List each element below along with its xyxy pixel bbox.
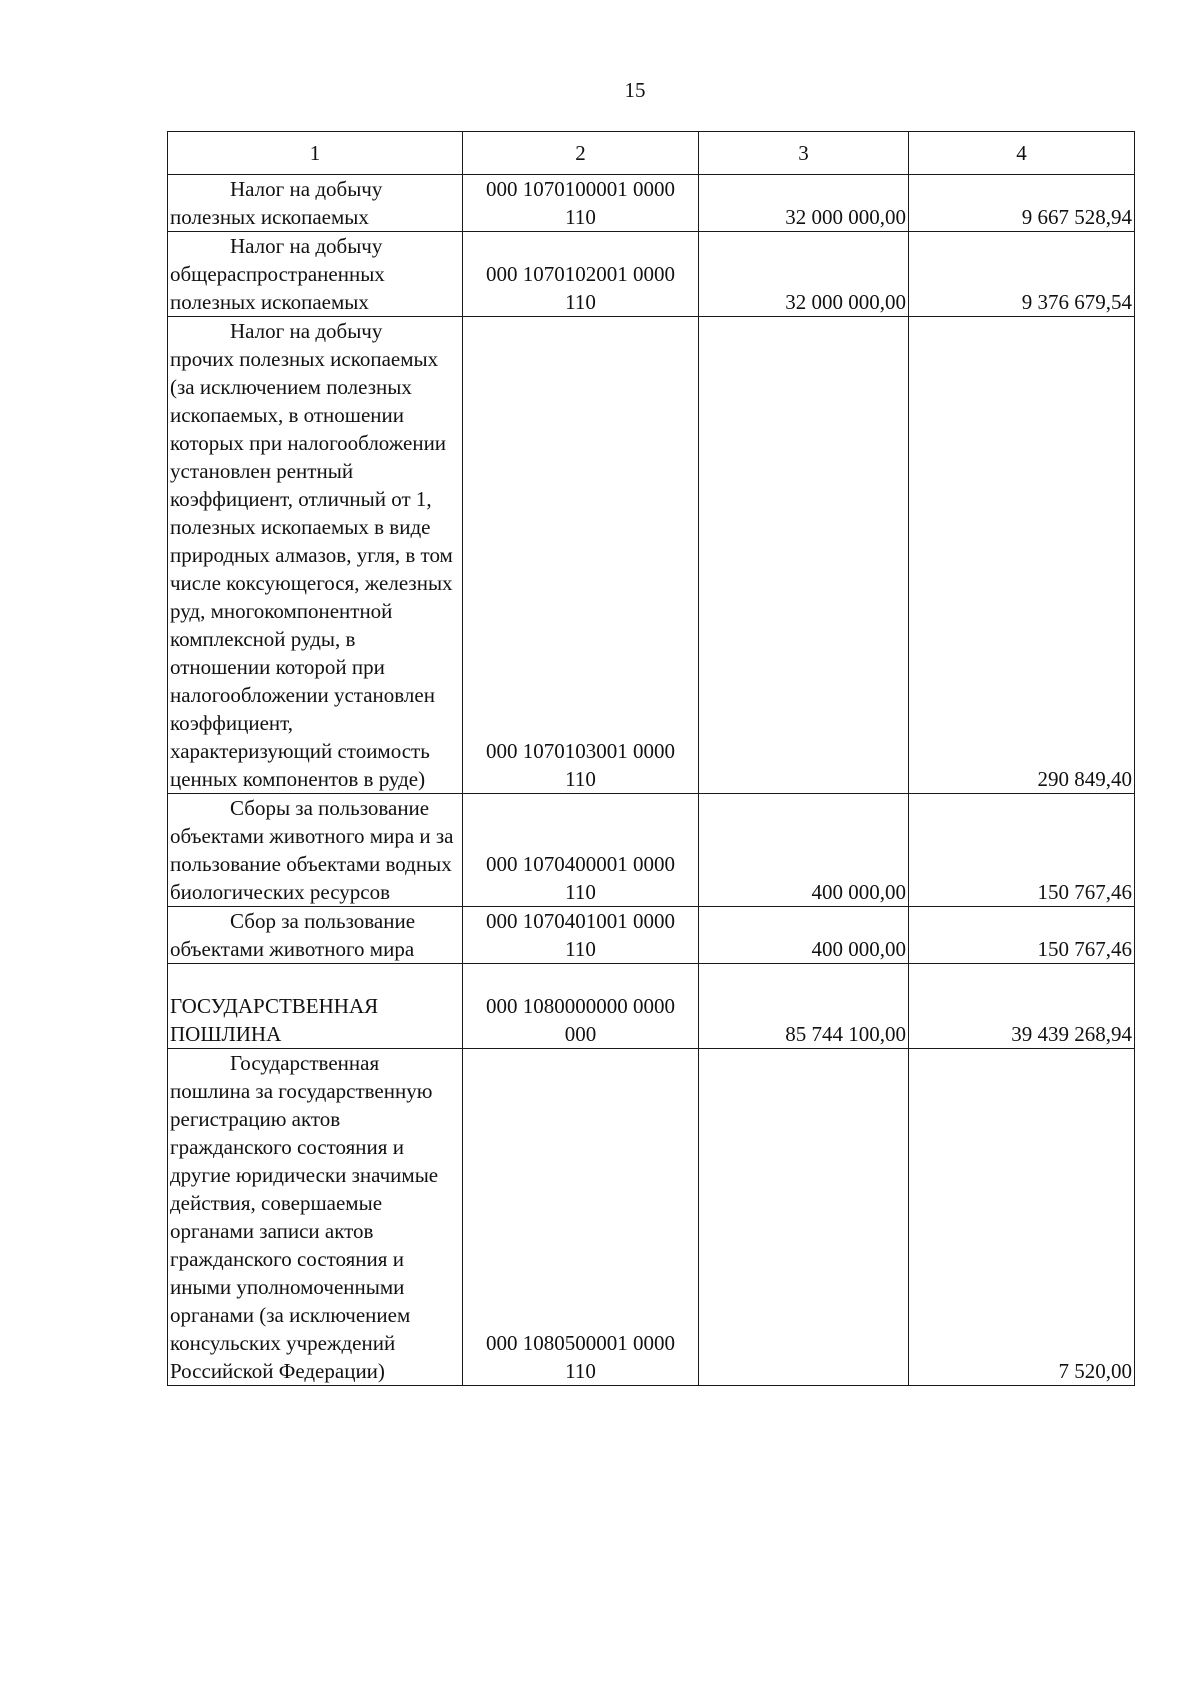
row-name-first-line: Сборы за пользование [230,796,430,820]
row-fact-value: 150 767,46 [909,907,1135,964]
row-code-line1: 000 1070100001 0000 [486,177,675,201]
row-code-line1: 000 1070102001 0000 [486,262,675,286]
row-plan-value: 32 000 000,00 [699,232,909,317]
table-row [168,232,1135,317]
row-name-cell [168,794,463,907]
row-plan-value: 85 744 100,00 [699,964,909,1049]
row-plan-value: 400 000,00 [699,907,909,964]
row-name-first-line: Налог на добычу [230,234,383,258]
row-code-cell [463,1049,699,1386]
row-fact-value: 9 667 528,94 [909,175,1135,232]
row-code-line2: 110 [565,290,596,314]
table-row [168,175,1135,232]
row-code-line2: 110 [565,937,596,961]
row-name-first-line [170,964,460,992]
row-code-line1: 000 1070401001 0000 [486,909,675,933]
row-fact-value: 39 439 268,94 [909,964,1135,1049]
row-name-first-line: Налог на добычу [230,319,383,343]
row-name-first-line: Сбор за пользование [230,909,416,933]
row-name-cell [168,175,463,232]
row-name-cell [168,964,463,1049]
row-name-cell [168,232,463,317]
column-header-4: 4 [909,132,1135,175]
table-row [168,794,1135,907]
row-name-cell [168,1049,463,1386]
row-name-first-line: Государственная [230,1051,380,1075]
row-code-cell [463,232,699,317]
row-code-cell [463,317,699,794]
table-row [168,317,1135,794]
row-code-line1: 000 1080500001 0000 [486,1331,675,1355]
row-code-line2: 110 [565,880,596,904]
row-code-cell [463,964,699,1049]
row-fact-value: 9 376 679,54 [909,232,1135,317]
table-row-section [168,964,1135,1049]
column-header-2: 2 [463,132,699,175]
row-plan-value [699,1049,909,1386]
column-header-3: 3 [699,132,909,175]
row-name-rest: ГОСУДАРСТВЕННАЯ ПОШЛИНА [170,994,379,1046]
table-row [168,1049,1135,1386]
row-name-first-line: Налог на добычу [230,177,383,201]
row-name-cell [168,317,463,794]
row-name-rest: полезных ископаемых [170,205,369,229]
column-header-1: 1 [168,132,463,175]
row-plan-value: 32 000 000,00 [699,175,909,232]
row-code-line2: 110 [565,205,596,229]
row-name-rest: пошлина за государственную регистрацию актов гражданского состояния и другие юридически значимые действия, совершаемые органами записи актов гражданского состояния и иными уполномоченными органами (за исключением консульских учреждений Российской Федерации) [170,1079,439,1383]
row-fact-value: 150 767,46 [909,794,1135,907]
row-fact-value: 290 849,40 [909,317,1135,794]
page-number: 15 [624,78,646,102]
table-header-row [168,132,1135,175]
row-code-cell [463,907,699,964]
row-name-rest: объектами животного мира и за пользование объектами водных биологических ресурсов [170,824,454,904]
row-code-line1: 000 1070400001 0000 [486,852,675,876]
row-name-rest: прочих полезных ископаемых (за исключением полезных ископаемых, в отношении которых при налогообложении установлен рентный коэффициент, отличный от 1, полезных ископаемых в виде природных алмазов, угля, в том числе коксующегося, железных руд, многокомпонентной комплексной руды, в отношении которой при налогообложении установлен коэффициент, характеризующий стоимость ценных компонентов в руде) [170,347,453,791]
row-name-rest: объектами животного мира [170,937,415,961]
table-row [168,907,1135,964]
row-code-line2: 000 [564,1022,597,1046]
row-code-cell [463,794,699,907]
row-code-line2: 110 [565,767,596,791]
row-plan-value [699,317,909,794]
row-code-line1: 000 1080000000 0000 [486,994,675,1018]
row-code-line1: 000 1070103001 0000 [486,739,675,763]
row-code-cell [463,175,699,232]
row-code-line2: 110 [565,1359,596,1383]
revenue-table [167,131,1135,1386]
row-name-rest: общераспространенных полезных ископаемых [170,262,385,314]
row-plan-value: 400 000,00 [699,794,909,907]
row-name-cell [168,907,463,964]
row-fact-value: 7 520,00 [909,1049,1135,1386]
